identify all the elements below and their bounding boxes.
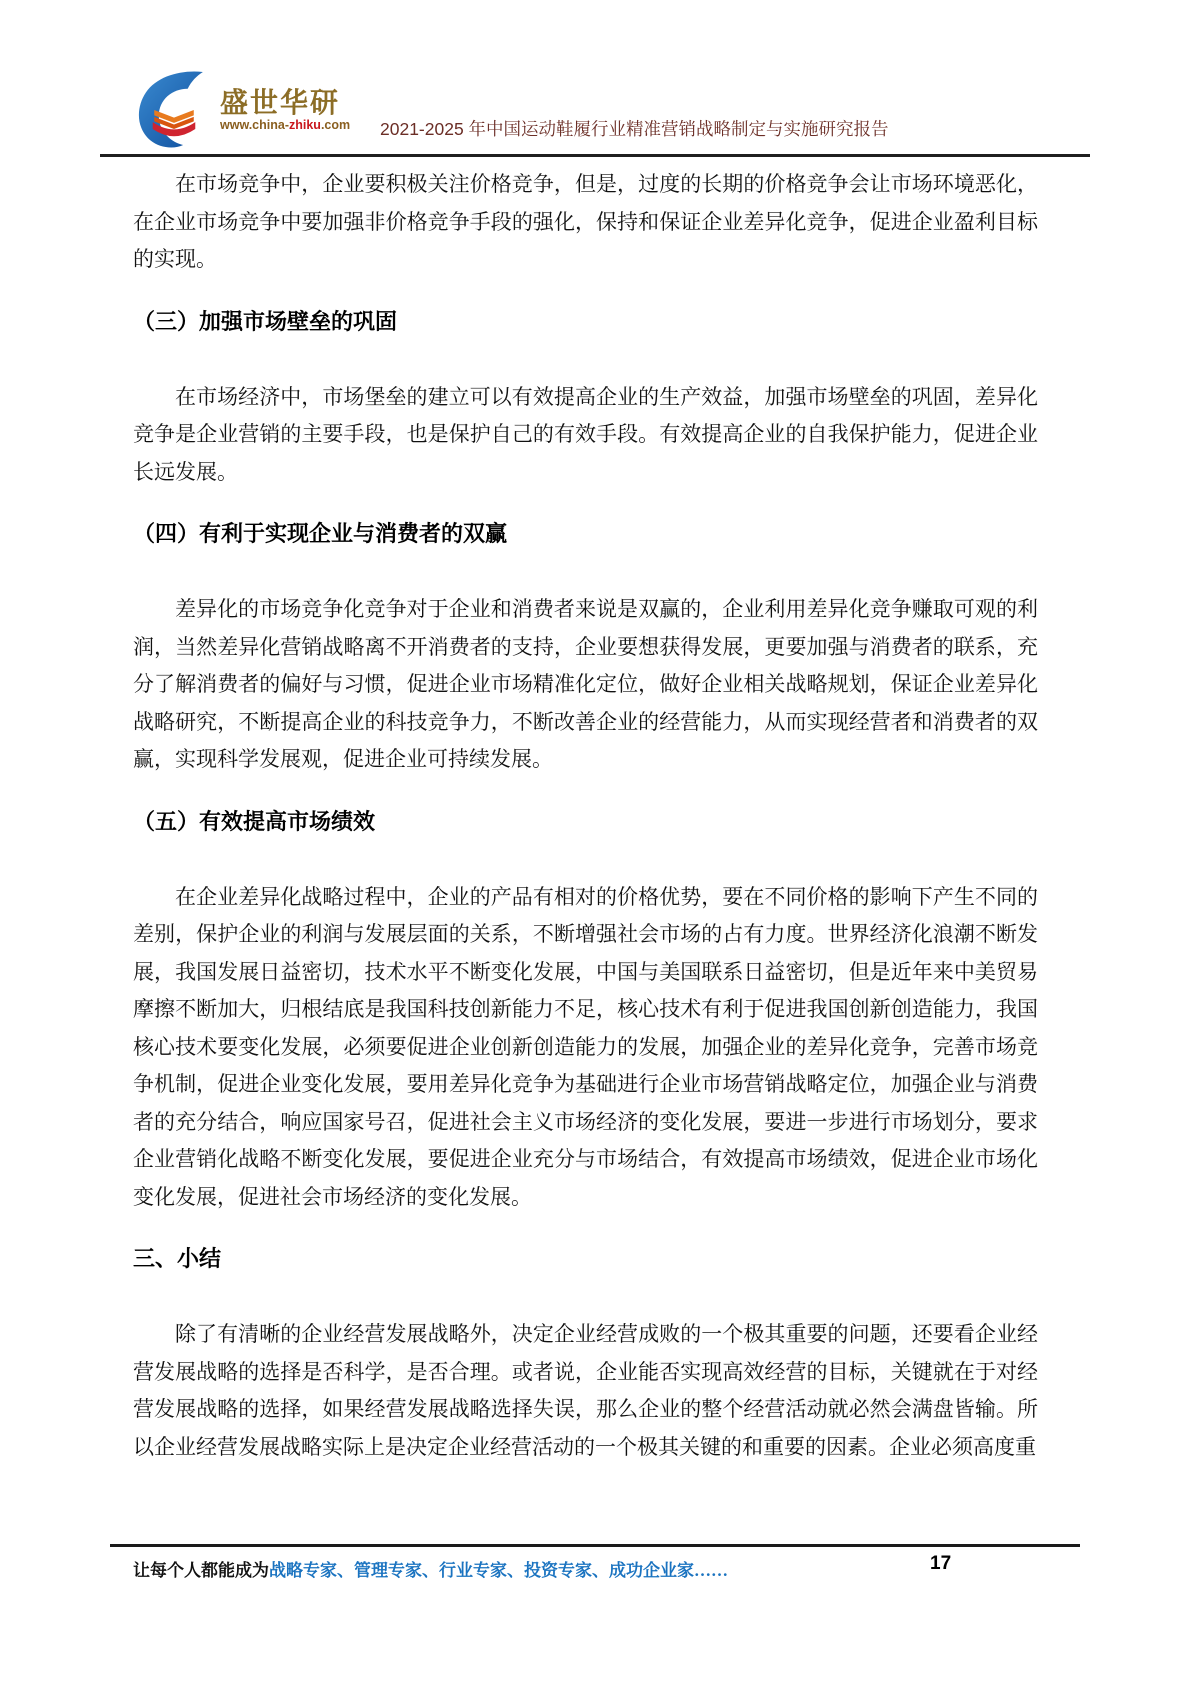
report-title: 2021-2025 年中国运动鞋履行业精准营销战略制定与实施研究报告 — [380, 119, 889, 139]
book-swirl-logo-icon — [136, 70, 212, 150]
section-heading-summary: 三、小结 — [133, 1246, 222, 1271]
paragraph-price-competition: 在市场竞争中，企业要积极关注价格竞争，但是，过度的长期的价格竞争会让市场环境恶化，在企业市场竞争中要加强非价格竞争手段的强化，保持和保证企业差异化竞争，促进企业盈利目标的实现。 — [133, 172, 1038, 271]
page-number: 17 — [930, 1553, 952, 1574]
header-divider — [100, 154, 1090, 157]
section-heading-market-performance: （五）有效提高市场绩效 — [133, 808, 376, 834]
logo-website — [220, 118, 350, 133]
section-heading-market-barrier: （三）加强市场壁垒的巩固 — [133, 308, 398, 334]
logo-website-prefix: www.china- — [220, 117, 289, 132]
paragraph-summary: 除了有清晰的企业经营发展战略外，决定企业经营成败的一个极其重要的问题，还要看企业经营发展战略的选择是否科学，是否合理。或者说，企业能否实现高效经营的目标，关键就在于对经营发展战略的选择，如果经营发展战略选择失误，那么企业的整个经营活动就必然会满盘皆输。所以企业经营发展战略实际上是决定企业经营活动的一个极其关键的和重要的因素。企业必须高度重 — [133, 1322, 1038, 1459]
logo-website-highlight: zhiku — [289, 117, 321, 132]
paragraph-win-win: 差异化的市场竞争化竞争对于企业和消费者来说是双赢的，企业利用差异化竞争赚取可观的利润，当然差异化营销战略离不开消费者的支持，企业要想获得发展，更要加强与消费者的联系，充分了解消费者的偏好与习惯，促进企业市场精准化定位，做好企业相关战略规划，保证企业差异化战略研究，不断提高企业的科技竞争力，不断改善企业的经营能力，从而实现经营者和消费者的双赢，实现科学发展观，促进企业可持续发展。 — [133, 597, 1038, 771]
company-logo — [136, 70, 350, 150]
footer-slogan-highlight: 战略专家、管理专家、行业专家、投资专家、成功企业家…… — [269, 1561, 728, 1580]
document-body — [133, 166, 1038, 1466]
section-heading-win-win: （四）有利于实现企业与消费者的双赢 — [133, 521, 508, 546]
logo-website-suffix: .com — [320, 117, 351, 132]
paragraph-market-barrier: 在市场经济中，市场堡垒的建立可以有效提高企业的生产效益，加强市场壁垒的巩固，差异化竞争是企业营销的主要手段，也是保护自己的有效手段。有效提高企业的自我保护能力，促进企业长远发展。 — [133, 384, 1038, 484]
logo-text — [220, 88, 350, 133]
footer-slogan-prefix: 让每个人都能成为 — [133, 1561, 269, 1580]
paragraph-market-performance: 在企业差异化战略过程中，企业的产品有相对的价格优势，要在不同价格的影响下产生不同的差别，保护企业的利润与发展层面的关系，不断增强社会市场的占有力度。世界经济化浪潮不断发展，我国发展日益密切，技术水平不断变化发展，中国与美国联系日益密切，但是近年来中美贸易摩擦不断加大，归根结底是我国科技创新能力不足，核心技术有利于促进我国创新创造能力，我国核心技术要变化发展，必须要促进企业创新创造能力的发展，加强企业的差异化竞争，完善市场竞争机制，促进企业变化发展，要用差异化竞争为基础进行企业市场营销战略定位，加强企业与消费者的充分结合，响应国家号召，促进社会主义市场经济的变化发展，要进一步进行市场划分，要求企业营销化战略不断变化发展，要促进企业充分与市场结合，有效提高市场绩效，促进企业市场化变化发展，促进社会市场经济的变化发展。 — [133, 884, 1038, 1209]
footer-divider — [110, 1544, 1080, 1547]
footer-slogan — [133, 1556, 728, 1581]
logo-brand-name: 盛世华研 — [220, 86, 341, 118]
